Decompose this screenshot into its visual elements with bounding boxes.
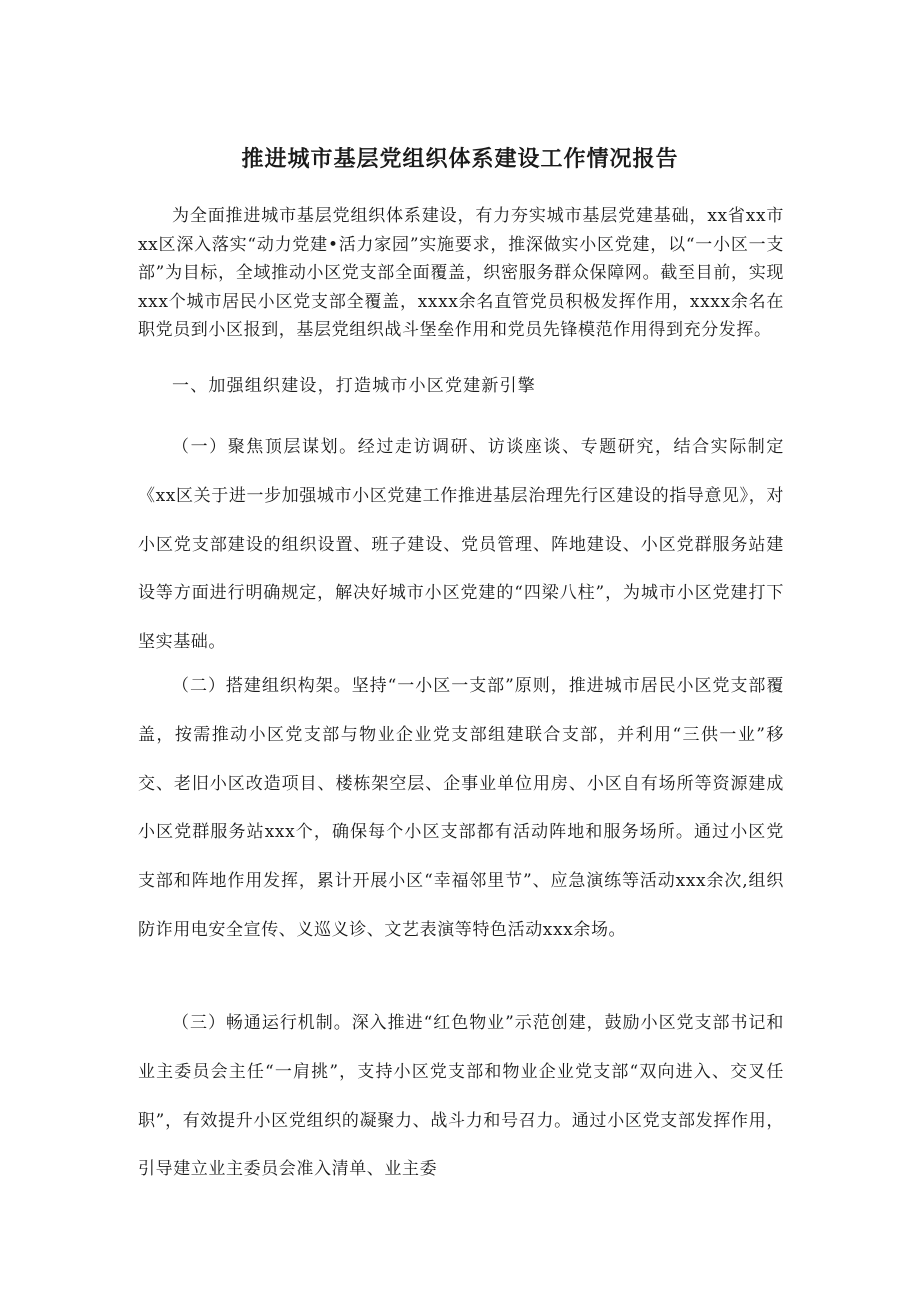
subsection-paragraph-3: （三）畅通运行机制。深入推进“红色物业”示范创建，鼓励小区党支部书记和业主委员会主任“一肩挑”，支持小区党支部和物业企业党支部“双向进入、交叉任职”，有效提升小区党组织的凝聚力、战斗力和号召力。通过小区党支部发挥作用，引导建立业主委员会准入清单、业主委 bbox=[138, 1013, 784, 1180]
subsection-paragraph-2: （二）搭建组织构架。坚持“一小区一支部”原则，推进城市居民小区党支部覆盖，按需推动小区党支部与物业企业党支部组建联合支部，并利用“三供一业”移交、老旧小区改造项目、楼栋架空层、企事业单位用房、小区自有场所等资源建成小区党群服务站xxx个，确保每个小区支部都有活动阵地和服务场所。通过小区党支部和阵地作用发挥，累计开展小区“幸福邻里节”、应急演练等活动xxx余次,组织防诈用电安全宣传、义巡义诊、文艺表演等特色活动xxx余场。 bbox=[138, 676, 784, 940]
intro-paragraph: 为全面推进城市基层党组织体系建设，有力夯实城市基层党建基础，xx省xx市xx区深入落实“动力党建•活力家园”实施要求，推深做实小区党建，以“一小区一支部”为目标，全域推动小区党支部全面覆盖，织密服务群众保障网。截至目前，实现xxx个城市居民小区党支部全覆盖，xxxx余名直管党员积极发挥作用，xxxx余名在职党员到小区报到，基层党组织战斗堡垒作用和党员先锋模范作用得到充分发挥。 bbox=[138, 206, 784, 340]
document-title: 推进城市基层党组织体系建设工作情况报告 bbox=[241, 147, 679, 172]
subsection-paragraph-1: （一）聚焦顶层谋划。经过走访调研、访谈座谈、专题研究，结合实际制定《xx区关于进一步加强城市小区党建工作推进基层治理先行区建设的指导意见》，对小区党支部建设的组织设置、班子建设、党员管理、阵地建设、小区党群服务站建设等方面进行明确规定，解决好城市小区党建的“四梁八柱”，为城市小区党建打下坚实基础。 bbox=[138, 437, 784, 653]
section-heading: 一、加强组织建设，打造城市小区党建新引擎 bbox=[172, 376, 536, 396]
